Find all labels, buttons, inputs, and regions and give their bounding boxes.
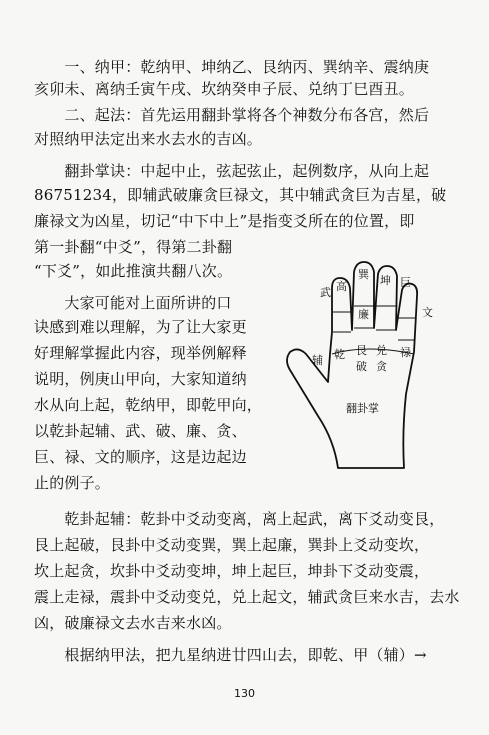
text-line-15: 以乾卦起辅、武、破、廉、贪、 [34, 422, 247, 440]
label-gao: 高 [336, 280, 347, 293]
page-number: 130 [234, 687, 255, 700]
hand-outline [287, 262, 417, 468]
text-line-12: 好理解掌握此内容，现举例解释 [34, 344, 247, 362]
text-line-7: 廉禄文为凶星，切记“中下中上”是指变爻所在的位置，即 [34, 212, 415, 230]
label-xun: 巽 [358, 268, 369, 281]
text-line-20: 坎上起贪，坎卦中爻动变坤，坤上起巨，坤卦下爻动变震， [34, 562, 430, 580]
text-line-10: 大家可能对上面所讲的口 [34, 294, 232, 312]
label-kun: 坤 [380, 274, 391, 287]
text-line-9: “下爻”，如此推演共翻八次。 [34, 262, 233, 280]
text-line-19: 艮上起破，艮卦中爻动变巽，巽上起廉，巽卦上爻动变坎， [34, 536, 430, 554]
text-line-14: 水从向上起，乾纳甲，即乾甲向， [34, 396, 263, 414]
text-line-1: 一、纳甲：乾纳甲、坤纳乙、艮纳丙、巽纳辛、震纳庚 [34, 58, 430, 76]
text-line-23: 根据纳甲法，把九星纳进廿四山去，即乾、甲（辅）→ [34, 646, 427, 664]
text-line-17: 止的例子。 [34, 474, 111, 492]
label-tan: 贪 [376, 360, 387, 373]
text-line-21: 震上走禄，震卦中爻动变兑，兑上起文，辅武贪巨来水吉，去水 [34, 588, 460, 606]
label-wen: 文 [422, 306, 433, 319]
label-ju: 巨 [400, 276, 411, 289]
label-palm: 翻卦掌 [346, 402, 379, 415]
label-lian: 廉 [358, 308, 369, 321]
label-gen: 艮 [356, 344, 367, 357]
hand-diagram-svg [276, 256, 444, 472]
hand-diagram [276, 256, 444, 472]
text-line-18: 乾卦起辅：乾卦中爻动变离，离上起武，离下爻动变艮， [34, 510, 445, 528]
label-fu: 辅 [312, 354, 323, 367]
label-dui: 兑 [376, 344, 387, 357]
text-line-8: 第一卦翻“中爻”，得第二卦翻 [34, 238, 233, 256]
text-line-13: 说明，例庚山甲向，大家知道纳 [34, 370, 247, 388]
text-line-5: 翻卦掌诀：中起中止，弦起弦止，起例数序，从向上起 [34, 162, 430, 180]
label-wu: 武 [320, 286, 331, 299]
label-qian: 乾 [334, 348, 345, 361]
label-lu: 禄 [400, 346, 411, 359]
text-line-3: 二、起法：首先运用翻卦掌将各个神数分布各宫，然后 [34, 106, 430, 124]
text-line-16: 巨、禄、文的顺序，这是边起边 [34, 448, 247, 466]
label-po: 破 [356, 360, 367, 373]
text-line-11: 诀感到难以理解，为了让大家更 [34, 318, 247, 336]
text-line-6: 86751234，即辅武破廉贪巨禄文，其中辅武贪巨为吉星，破 [34, 186, 447, 204]
text-line-4: 对照纳甲法定出来水去水的吉凶。 [34, 130, 263, 148]
text-line-2: 亥卯未、离纳壬寅午戌、坎纳癸申子辰、兑纳丁巳酉丑。 [34, 80, 415, 98]
text-line-22: 凶，破廉禄文去水吉来水凶。 [34, 614, 232, 632]
